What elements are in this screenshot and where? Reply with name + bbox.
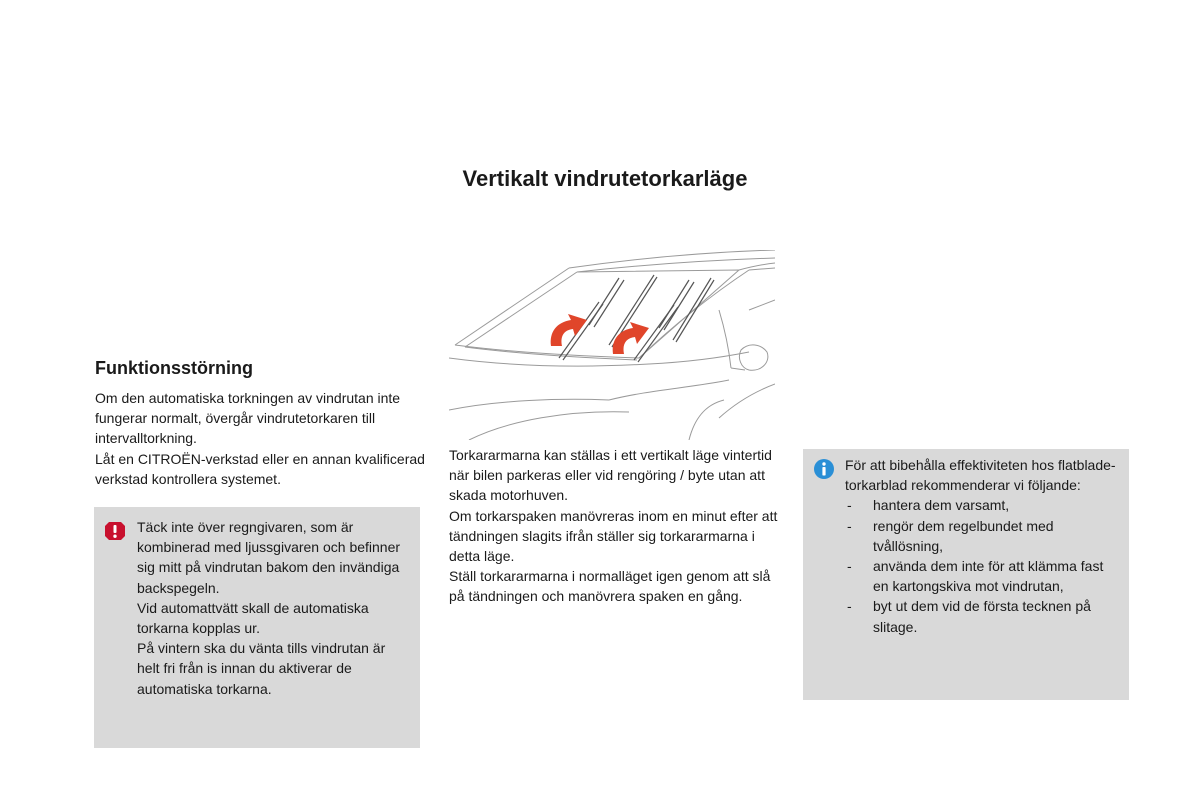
- warning-box: [94, 507, 420, 748]
- fault-section-text: [95, 388, 425, 489]
- arrow-up-icon: [551, 314, 587, 346]
- warning-paragraph: På vintern ska du vänta tills vindrutan är helt fri från is innan du aktiverar de automatiska torkarna.: [137, 640, 386, 697]
- info-icon: [813, 458, 835, 480]
- arrow-up-icon: [613, 322, 649, 354]
- vertical-paragraph: Ställ torkararmarna i normalläget igen genom att slå på tändningen och manövrera spaken en gång.: [449, 568, 771, 605]
- warning-paragraph: Vid automattvätt skall de automatiska torkarna kopplas ur.: [137, 599, 369, 637]
- warning-paragraph: Täck inte över regngivaren, som är kombinerad med ljussgivaren och befinner sig mitt på vindrutan bakom den invändiga backspegeln.: [137, 519, 401, 596]
- list-item: - rengör dem regelbundet med tvållösning,: [847, 517, 1054, 554]
- warning-text: [137, 517, 402, 699]
- windshield-wipers-vertical-illustration: [449, 250, 775, 440]
- info-intro: För att bibehålla effektiviteten hos flatblade-torkarblad rekommenderar vi följande:: [845, 457, 1116, 494]
- list-item: - använda dem inte för att klämma fast en kartongskiva mot vindrutan,: [847, 558, 1104, 595]
- list-item: - hantera dem varsamt,: [847, 497, 1010, 514]
- list-item: - byt ut dem vid de första tecknen på slitage.: [847, 598, 1091, 635]
- page-title: Vertikalt vindrutetorkarläge: [462, 166, 748, 191]
- fault-paragraph: Om den automatiska torkningen av vindrutan inte fungerar normalt, övergår vindrutetorkaren till intervalltorkning.: [95, 390, 401, 447]
- vertical-paragraph: Torkararmarna kan ställas i ett vertikalt läge vintertid när bilen parkeras eller vid rengöring / byte utan att skada motorhuven.: [449, 447, 772, 504]
- info-list: [845, 495, 1119, 636]
- vertical-mode-text: [449, 445, 779, 607]
- info-text: [845, 455, 1119, 637]
- fault-section-heading: Funktionsstörning: [95, 358, 253, 378]
- vertical-paragraph: Om torkarspaken manövreras inom en minut efter att tändningen slagits ifrån ställer sig torkararmarna i detta läge.: [449, 507, 778, 565]
- fault-paragraph: Låt en CITROËN-verkstad eller en annan kvalificerad verkstad kontrollera systemet.: [95, 450, 425, 487]
- info-box: [803, 449, 1129, 700]
- warning-exclamation-icon: [104, 520, 126, 542]
